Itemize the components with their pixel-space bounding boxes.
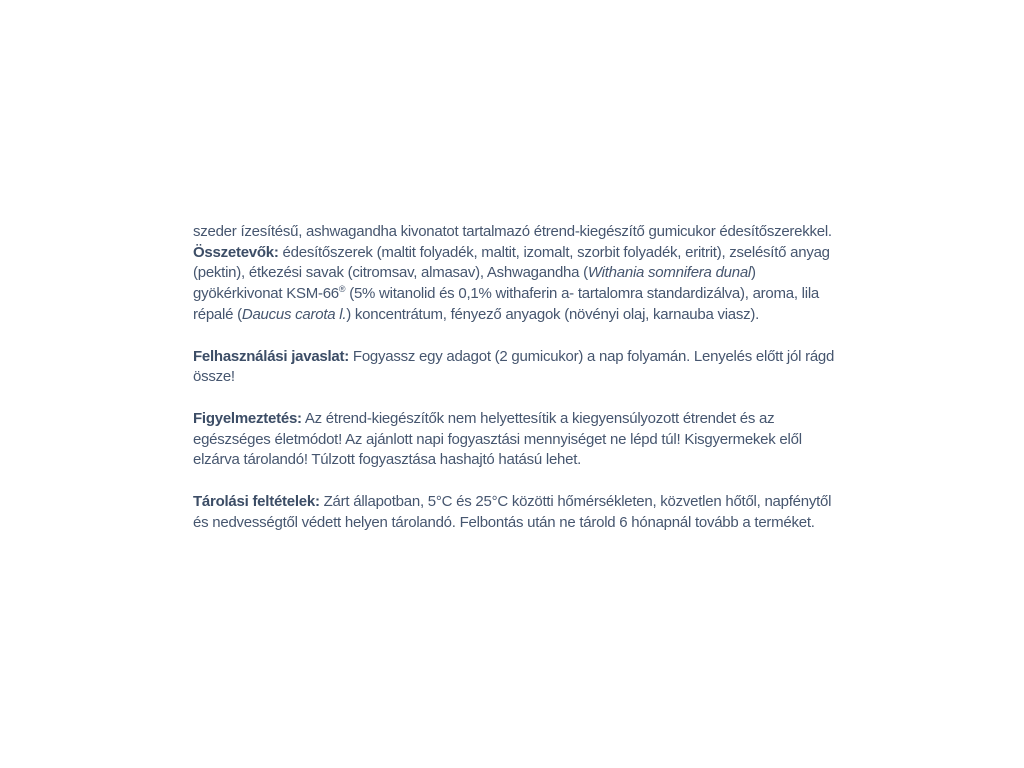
storage-text: Zárt állapotban, 5°C és 25°C közötti hőmérsékleten, közvetlen hőtől, napfénytől és nedvességtől védett helyen tárolandó. Felbontás után ne tárold 6 hónapnál tovább a terméket. <box>193 493 832 531</box>
product-description-block <box>193 222 843 554</box>
warning-text: Az étrend-kiegészítők nem helyettesítik a kiegyensúlyozott étrendet és az egészséges életmódot! Az ajánlott napi fogyasztási mennyiséget ne lépd túl! Kisgyermekek elől elzárva tárolandó! Túlzott fogyasztása hashajtó hatású lehet. <box>193 409 802 469</box>
ingredients-end-text: ) koncentrátum, fényező anyagok (növényi olaj, karnauba viasz). <box>346 305 760 323</box>
latin-name-daucus: Daucus carota l. <box>241 305 347 323</box>
paragraph-storage <box>193 492 843 533</box>
latin-name-withania: Withania somnifera dunal <box>587 264 752 282</box>
ingredients-standardized-text: (5% witanolid és 0,1% withaferin a- tartalomra standardizálva), aroma, lila répalé ( <box>193 285 820 323</box>
usage-label: Felhasználási javaslat: <box>193 347 349 365</box>
ingredients-ksm-text: ) gyökérkivonat KSM-66 <box>193 264 756 303</box>
ingredients-list-text: édesítőszerek (maltit folyadék, maltit, izomalt, szorbit folyadék, eritrit), zselésítő anyag (pektin), étkezési savak (citromsav, almasav), Ashwagandha ( <box>193 243 830 282</box>
registered-trademark-symbol: ® <box>338 284 346 295</box>
ingredients-intro-text: szeder ízesítésű, ashwagandha kivonatot tartalmazó étrend-kiegészítő gumicukor édesítőszerekkel. <box>193 223 832 240</box>
warning-label: Figyelmeztetés: <box>193 409 302 427</box>
ingredients-label: Összetevők: <box>193 243 279 261</box>
paragraph-warning <box>193 409 843 471</box>
paragraph-ingredients <box>193 222 843 326</box>
paragraph-usage <box>193 347 843 388</box>
storage-label: Tárolási feltételek: <box>193 493 320 511</box>
usage-text: Fogyassz egy adagot (2 gumicukor) a nap folyamán. Lenyelés előtt jól rágd össze! <box>193 347 835 386</box>
